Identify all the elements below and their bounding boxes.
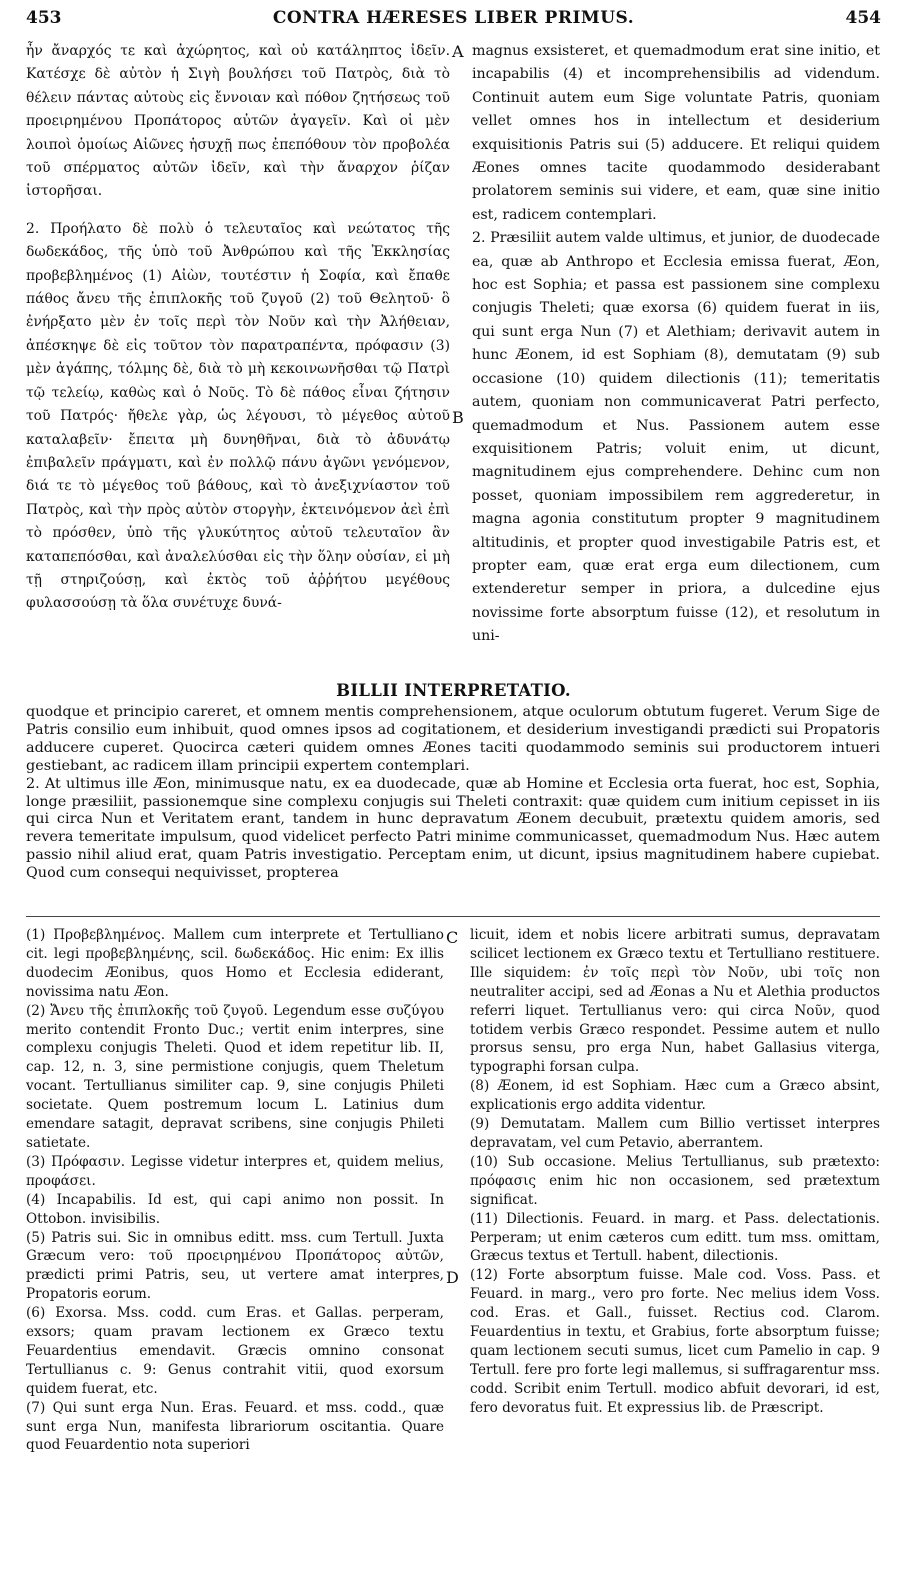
- note-10: (10) Sub occasione. Melius Tertullianus, sub prætexto: πρόφασις enim hic non occasionem, sed prætextum significat.: [470, 1153, 880, 1208]
- note-9: (9) Demutatam. Mallem cum Billio vertisset interpres depravatam, vel cum Petavio, aberrantem.: [470, 1116, 880, 1151]
- running-title: CONTRA HÆRESES LIBER PRIMUS.: [272, 8, 635, 28]
- right-page-number: 454: [845, 8, 881, 28]
- margin-letter-a: A: [452, 42, 464, 61]
- billii-interpretation: [26, 704, 880, 883]
- billii-heading: BILLII INTERPRETATIO.: [336, 681, 571, 700]
- notes-right-column: [470, 926, 880, 1418]
- note-5: (5) Patris sui. Sic in omnibus editt. mss. cum Tertull. Juxta Græcum vero: τοῦ προειρημένου Προπάτορος αὐτῶν, prædicti primi Patris, seu, ut vertere amat interpres, Propatoris eorum.: [26, 1229, 444, 1303]
- billii-paragraph-1: quodque et principio careret, et omnem mentis comprehensionem, atque oculorum obtutum fugeret. Verum Sige de Patris consilio eum inhibuit, quod omnes ipsos ad cogitationem, et desiderium investigandi prædicti sui Propatoris adducere cuperet. Quocirca cæteri quidem omnes Æones taciti quodammodo seminis sui productorem intueri gestiebant, ac radicem illam principii expertem contemplari.: [26, 704, 880, 774]
- notes-left-column: [26, 926, 444, 1455]
- note-8: (8) Æonem, id est Sophiam. Hæc cum a Græco absint, explicationis ergo addita videntur.: [470, 1078, 880, 1114]
- greek-text-column: [26, 40, 450, 616]
- note-2: (2) Ἄνευ τῆς ἐπιπλοκῆς τοῦ ζυγοῦ. Legendum esse συζύγου merito contendit Fronto Duc.; vertit enim interpres, sine complexu conjugis Theleti. Quod et idem repetitur lib. II, cap. 12, n. 3, sine permistione conjugis, quem Theletum vocant. Tertullianus similiter cap. 9, sine conjugis Phileti societate. Quem postremum locum L. Latinius dum emendare satagit, depravat scribens, sine conjugis Phileti satietate.: [26, 1002, 444, 1151]
- note-6: (6) Exorsa. Mss. codd. cum Eras. et Gallas. perperam, exsors; quam pravam lectionem ex Græco textu Feuardentius emendavit. Græcis omnino consonat Tertullianus c. 9: Genus contrahit vitii, quod exorsum quidem fuerat, etc.: [26, 1305, 444, 1397]
- latin-text-column: [472, 40, 880, 649]
- note-1: (1) Προβεβλημένος. Mallem cum interprete et Tertulliano cit. legi προβεβλημένης, scil. δωδεκάδος. Hic enim: Ex illis duodecim Æonibus, quos Homo et Ecclesia ediderant, novissima natu Æon.: [26, 927, 444, 1000]
- left-page-number: 453: [26, 8, 62, 28]
- notes-divider: [26, 916, 880, 917]
- greek-paragraph-1: ἦν ἄναρχός τε καὶ ἀχώρητος, καὶ οὐ κατάληπτος ἰδεῖν. Κατέσχε δὲ αὐτὸν ἡ Σιγὴ βουλήσει τοῦ Πατρὸς, διὰ τὸ θέλειν πάντας αὐτοὺς εἰς ἔννοιαν καὶ πόθον ζητήσεως τοῦ προειρημένου Προπάτορος αὐτῶν ἀγαγεῖν. Καὶ οἱ μὲν λοιποὶ ὁμοίως Αἰῶνες ἡσυχῇ πως ἐπεπόθουν τὸν προβολέα τοῦ σπέρματος αὐτῶν ἰδεῖν, καὶ τὴν ἄναρχον ῥίζαν ἱστορῆσαι.: [26, 43, 450, 200]
- margin-letter-b: B: [452, 408, 464, 427]
- note-7-continued: licuit, idem et nobis licere arbitrati sumus, depravatam scilicet lectionem ex Græco textu et Tertulliano restituere. Ille siquidem: ἐν τοῖς περὶ τὸν Νοῦν, ubi τοῖς non neutraliter accipi, sed ad Æonas a Nu et Alethia productos referri liquet. Tertullianus vero: qui circa Νοῦν, quod totidem verbis Græco respondet. Pessime autem et nullo prorsus sensu, pro erga Nun, habet Gallasius viterga, typographi forsan culpa.: [470, 927, 880, 1076]
- note-7: (7) Qui sunt erga Nun. Eras. Feuard. et mss. codd., quæ sunt erga Nun, manifesta librariorum oscitantia. Quare quod Feuardentio nota superiori: [26, 1399, 444, 1454]
- note-3: (3) Πρόφασιν. Legisse videtur interpres et, quidem melius, προφάσει.: [26, 1153, 444, 1189]
- note-11: (11) Dilectionis. Feuard. in marg. et Pass. delectationis. Perperam; ut enim cæteros cum editt. tum mss. omittam, Græcus textus et Tertull. habent, dilectionis.: [470, 1210, 880, 1265]
- latin-paragraph-1: magnus exsisteret, et quemadmodum erat sine initio, et incapabilis (4) et incomprehensibilis ad videndum. Continuit autem eum Sige voluntate Patris, quoniam vellet omnes hos in intellectum et desiderium exquisitionis Patris sui (5) adducere. Et reliqui quidem Æones omnes tacite quodammodo desiderabant prolatorem seminis sui videre, et eam, quæ sine initio est, radicem contemplari.: [472, 43, 880, 223]
- note-4: (4) Incapabilis. Id est, qui capi animo non possit. In Ottobon. invisibilis.: [26, 1191, 444, 1227]
- margin-letter-c: C: [446, 928, 459, 947]
- note-12: (12) Forte absorptum fuisse. Male cod. Voss. Pass. et Feuard. in marg., vero pro forte. Nec melius idem Voss. cod. Eras. et Gall., fuisset. Rectius cod. Clarom. Feuardentius in textu, et Grabius, forte absorptum fuisse; quam lectionem secuti sumus, licet cum Pamelio in cap. 9 Tertull. fere pro forte legi mallemus, si suffragarentur mss. codd. Scribit enim Tertull. modico abfuit devorari, id est, fero devoratus fuit. Et expressius lib. de Præscript.: [470, 1267, 880, 1416]
- latin-paragraph-2: 2. Præsiliit autem valde ultimus, et junior, de duodecade ea, quæ ab Anthropo et Ecclesia emissa fuerat, Æon, hoc est Sophia; et passa est passionem sine complexu conjugis Theleti; quæ exorsa (6) quidem fuerat in iis, qui sunt erga Nun (7) et Alethiam; derivavit autem in hunc Æonem, id est Sophiam (8), demutatam (9) sub occasione (10) quidem dilectionis (11); temeritatis autem, quoniam non communicaverat Patri perfecto, quemadmodum et Nus. Passionem autem esse exquisitionem Patris; voluit enim, ut dicunt, magnitudinem ejus comprehendere. Dehinc cum non posset, quoniam impossibilem rem aggrederetur, in magna agonia constitutum propter 9 magnitudinem altitudinis, et propter quod investigabile Patris est, et propter eam, quæ erat erga eum dilectionem, cum extenderetur semper in priora, a dulcedine ejus novissime forte absorptum fuisse (12), et resolutum in uni-: [472, 230, 880, 645]
- greek-paragraph-2: 2. Προήλατο δὲ πολὺ ὁ τελευταῖος καὶ νεώτατος τῆς δωδεκάδος, τῆς ὑπὸ τοῦ Ἀνθρώπου καὶ τῆς Ἐκκλησίας προβεβλημένος (1) Αἰὼν, τουτέστιν ἡ Σοφία, καὶ ἔπαθε πάθος ἄνευ τῆς ἐπιπλοκῆς τοῦ ζυγοῦ (2) τοῦ Θελητοῦ· ὃ ἐνήρξατο μὲν ἐν τοῖς περὶ τὸν Νοῦν καὶ τὴν Ἀλήθειαν, ἀπέσκηψε δὲ εἰς τοῦτον τὸν παρατραπέντα, πρόφασιν (3) μὲν ἀγάπης, τόλμης δὲ, διὰ τὸ μὴ κεκοινωνῆσθαι τῷ Πατρὶ τῷ τελείῳ, καθὼς καὶ ὁ Νοῦς. Τὸ δὲ πάθος εἶναι ζήτησιν τοῦ Πατρός· ἤθελε γὰρ, ὡς λέγουσι, τὸ μέγεθος αὐτοῦ καταλαβεῖν· ἔπειτα μὴ δυνηθῆναι, διὰ τὸ ἀδυνάτῳ ἐπιβαλεῖν πράγματι, καὶ ἐν πολλῷ πάνυ ἀγῶνι γενόμενον, διά τε τὸ μέγεθος τοῦ βάθους, καὶ τὸ ἀνεξιχνίαστον τοῦ Πατρὸς, καὶ τὴν πρὸς αὐτὸν στοργὴν, ἐκτεινόμενον ἀεὶ ἐπὶ τὸ πρόσθεν, ὑπὸ τῆς γλυκύτητος αὐτοῦ τελευταῖον ἂν καταπεπόσθαι, καὶ ἀναλελύσθαι εἰς τὴν ὅλην οὐσίαν, εἰ μὴ τῇ στηριζούσῃ, καὶ ἐκτὸς τοῦ ἀῤῥήτου μεγέθους φυλασσούσῃ τὰ ὅλα συνέτυχε δυνά-: [26, 220, 450, 612]
- margin-letter-d: D: [446, 1268, 459, 1287]
- billii-paragraph-2: 2. At ultimus ille Æon, minimusque natu, ex ea duodecade, quæ ab Homine et Ecclesia orta fuerat, hoc est, Sophia, longe præsiliit, passionemque sine complexu conjugis sui Theleti contraxit: quæ quidem cum initium cepisset in iis qui circa Nun et Veritatem erant, tandem in hunc depravatum Æonem decubuit, prætextu quidem amoris, sed revera temeritate impulsum, quod videlicet perfecto Patri minime communicasset, quemadmodum Nus. Hæc autem passio nihil aliud erat, quam Patris investigatio. Perceptam enim, ut dicunt, ipsius magnitudinem habere cupiebat. Quod cum consequi nequivisset, propterea: [26, 775, 880, 882]
- running-head: [26, 8, 881, 34]
